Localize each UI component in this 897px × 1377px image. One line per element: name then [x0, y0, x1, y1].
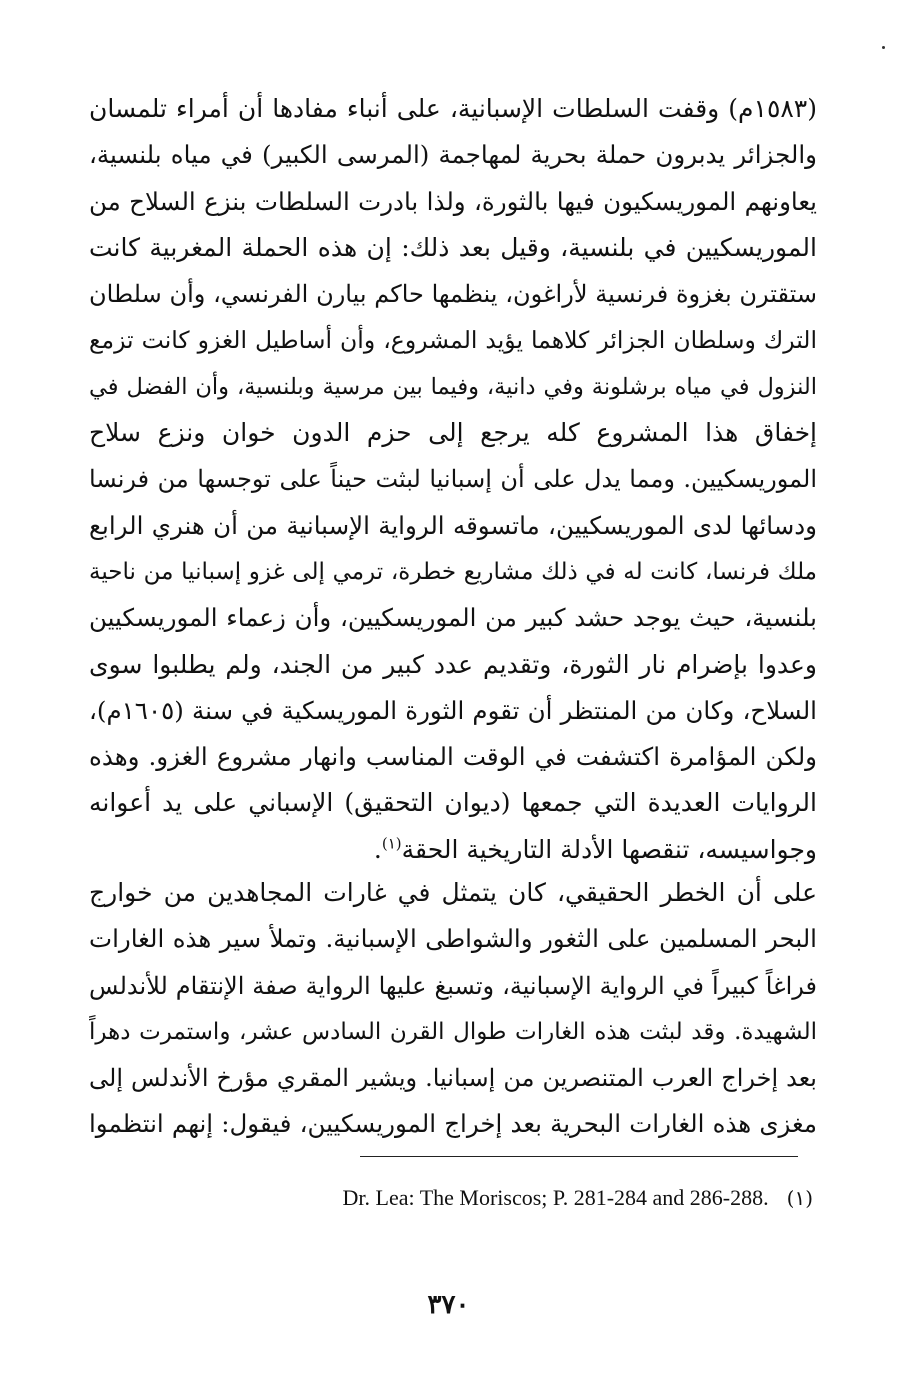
paragraph-1: [89, 86, 817, 873]
footnote: [343, 1185, 813, 1211]
text-line: ولكن المؤامرة اكتشفت في الوقت المناسب وانهار مشروع الغزو. وهذه: [89, 742, 817, 772]
text-line: بلنسية، حيث يوجد حشد كبير من الموريسكيين، وأن زعماء الموريسكيين: [89, 603, 817, 633]
text-line: ودسائها لدى الموريسكيين، ماتسوقه الرواية الإسبانية من أن هنري الرابع: [89, 510, 817, 540]
text-line: الروايات العديدة التي جمعها (ديوان التحقيق) الإسباني على يد أعوانه: [89, 788, 817, 818]
scan-speck: [882, 46, 885, 49]
text-line: الترك وسلطان الجزائر كلاهما يؤيد المشروع، وأن أساطيل الغزو كانت تزمع: [89, 326, 817, 355]
text-line: ملك فرنسا، كانت له في ذلك مشاريع خطرة، ترمي إلى غزو إسبانيا من ناحية: [89, 558, 817, 585]
text-line: الموريسكيين في بلنسية، وقيل بعد ذلك: إن هذه الحملة المغربية كانت: [89, 232, 817, 262]
text-line: ستقترن بغزوة فرنسية لأراغون، ينظمها حاكم بيارن الفرنسي، وأن سلطان: [89, 280, 817, 309]
text-line-last: [89, 827, 817, 873]
footnote-reference[interactable]: (١): [381, 834, 402, 853]
text-line: الموريسكيين. ومما يدل على أن إسبانيا لبثت حيناً على توجسها من فرنسا: [89, 465, 817, 494]
page-number: ٣٧٠: [427, 1290, 470, 1320]
text-line: النزول في مياه برشلونة وفي دانية، وفيما بين مرسية وبلنسية، وأن الفضل في: [89, 373, 817, 400]
text-line: يعاونهم الموريسكيون فيها بالثورة، ولذا بادرت السلطات بنزع السلاح من: [89, 186, 817, 216]
text-line: (١٥٨٣م) وقفت السلطات الإسبانية، على أنباء مفادها أن أمراء تلمسان: [89, 94, 817, 123]
footnote-number: (١): [786, 1186, 813, 1210]
text-line: السلاح، وكان من المنتظر أن تقوم الثورة الموريسكية في سنة (١٦٠٥م)،: [89, 695, 817, 725]
text-line: وعدوا بإضرام نار الثورة، وتقديم عدد كبير من الجند، ولم يطلبوا سوى: [89, 649, 817, 679]
text-line: بعد إخراج العرب المتنصرين من إسبانيا. ويشير المقري مؤرخ الأندلس إلى: [89, 1064, 817, 1093]
footnote-text: Dr. Lea: The Moriscos; P. 281-284 and 286-288.: [342, 1185, 769, 1210]
text-line: إخفاق هذا المشروع كله يرجع إلى حزم الدون خوان ونزع سلاح: [89, 418, 817, 448]
footnote-separator: [360, 1156, 798, 1157]
text-line: البحر المسلمين على الثغور والشواطى الإسبانية. وتملأ سير هذه الغارات: [89, 924, 817, 954]
text-line: مغزى هذه الغارات البحرية بعد إخراج الموريسكيين، فيقول: إنهم انتظموا: [89, 1109, 817, 1139]
paragraph-2: [89, 870, 817, 1148]
line-text: وجواسيسه، تنقصها الأدلة التاريخية الحقة: [401, 834, 817, 864]
end-period: .: [373, 834, 382, 864]
text-line: الشهيدة. وقد لبثت هذه الغارات طوال القرن السادس عشر، واستمرت دهراً: [89, 1018, 817, 1045]
text-line: فراغاً كبيراً في الرواية الإسبانية، وتسبغ عليها الرواية صفة الإنتقام للأندلس: [89, 971, 817, 1000]
text-line: والجزائر يدبرون حملة بحرية لمهاجمة (المرسى الكبير) في مياه بلنسية،: [89, 140, 817, 170]
text-line: على أن الخطر الحقيقي، كان يتمثل في غارات المجاهدين من خوارج: [89, 878, 817, 907]
